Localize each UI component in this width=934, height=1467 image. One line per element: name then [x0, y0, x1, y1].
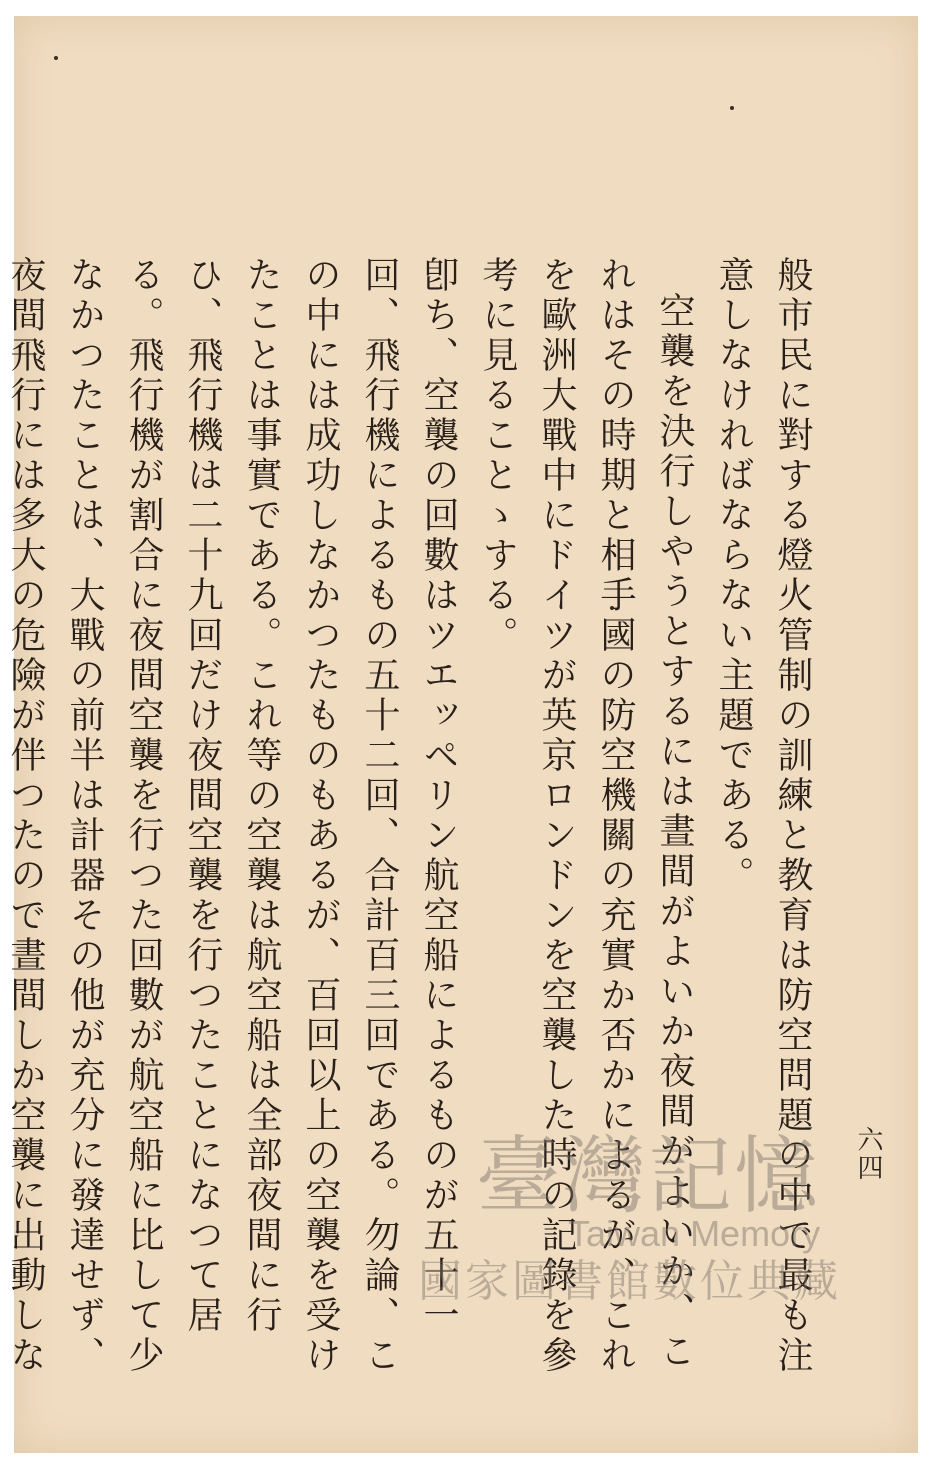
watermark-english: Taiwan Memory	[568, 1213, 821, 1254]
ink-speck	[730, 106, 734, 110]
watermark-logo: 臺灣記憶	[475, 1127, 820, 1225]
page-number: 六四	[853, 1126, 883, 1182]
watermark-chinese: 國家圖書館數位典藏	[418, 1256, 841, 1307]
paragraph: 般市民に對する燈火管制の訓練と教育は防空問題の中で最も注意しなければならない主題である。	[713, 256, 813, 1376]
ink-speck	[54, 56, 58, 60]
paragraph: 空襲を決行しやうとするには晝間がよいか夜間がよいか、これはその時期と相手國の防空機關の充實か否かによるが、これを歐洲大戰中にドイツが英京ロンドンを空襲した時の記錄を參考に見ることゝする。	[477, 256, 695, 1376]
paragraph: 卽ち、空襲の回數はツエッペリン航空船によるものが五十一回、飛行機によるもの五十二回、合計百三回である。勿論、この中には成功しなかつたものもあるが、百回以上の空襲を受けたことは事實である。これ等の空襲は航空船は全部夜間に行ひ、飛行機は二十九回だけ夜間空襲を行つたことになつて居る。飛行機が割合に夜間空襲を行つた回數が航空船に比して少なかつたことは、大戰の前半は計器その他が充分に發達せず、夜間飛行には多大の危險が伴つたので晝間しか空襲に出動しな	[5, 256, 459, 1376]
watermark	[418, 1128, 878, 1378]
